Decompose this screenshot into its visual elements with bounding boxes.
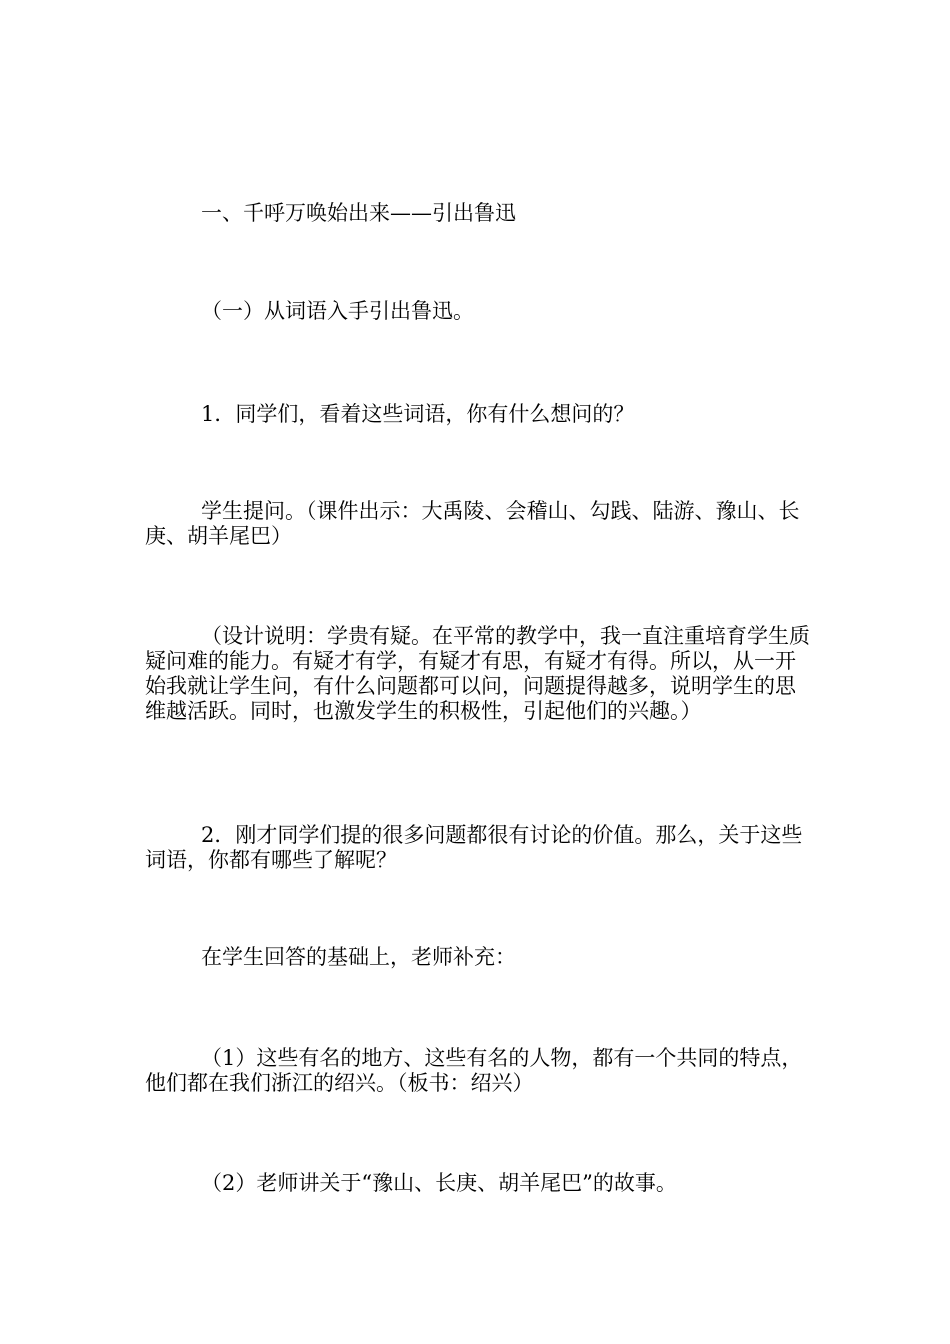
design-note-paragraph: （设计说明：学贵有疑。在平常的教学中，我一直注重培育学生质疑问难的能力。有疑才有学，有疑才有思，有疑才有得。所以，从一开始我就让学生问，有什么问题都可以问，问题提得越多，说明学生的思维越活跃。同时，也激发学生的积极性，引起他们的兴趣。） — [145, 624, 810, 723]
supplement-point-2: （2）老师讲关于“豫山、长庚、胡羊尾巴”的故事。 — [201, 1171, 677, 1195]
section-heading: 一、千呼万唤始出来——引出鲁迅 — [201, 201, 516, 225]
subsection-heading: （一）从词语入手引出鲁迅。 — [201, 299, 474, 323]
student-questions-paragraph: 学生提问。（课件出示：大禹陵、会稽山、勾践、陆游、豫山、长庚、胡羊尾巴） — [145, 499, 800, 548]
supplement-point-1: （1）这些有名的地方、这些有名的人物，都有一个共同的特点，他们都在我们浙江的绍兴。（板书：绍兴） — [145, 1046, 803, 1095]
question-2: 2．刚才同学们提的很多问题都很有讨论的价值。那么，关于这些词语，你都有哪些了解呢？ — [145, 823, 803, 872]
question-1: 1．同学们，看着这些词语，你有什么想问的？ — [201, 402, 635, 426]
teacher-supplement-intro: 在学生回答的基础上，老师补充： — [201, 945, 516, 969]
